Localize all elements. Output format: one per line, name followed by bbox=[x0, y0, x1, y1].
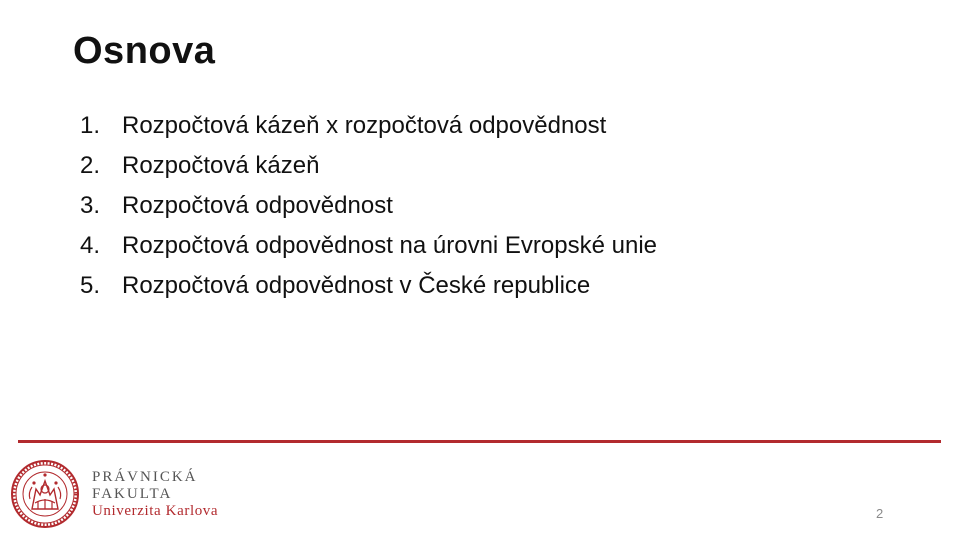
footer-divider bbox=[18, 440, 941, 443]
outline-item bbox=[80, 186, 657, 226]
outline-item bbox=[80, 266, 657, 306]
outline-item-text: Rozpočtová odpovědnost na úrovni Evropské unie bbox=[122, 232, 658, 259]
outline-list bbox=[80, 106, 657, 306]
logo-faculty-word: FAKULTA bbox=[92, 485, 173, 502]
university-seal-icon bbox=[10, 459, 80, 529]
outline-item-text: Rozpočtová odpovědnost bbox=[122, 192, 393, 219]
outline-item bbox=[80, 106, 657, 146]
outline-item-number: 4. bbox=[80, 232, 101, 259]
outline-item-number: 2. bbox=[80, 152, 101, 179]
faculty-logo bbox=[10, 459, 218, 529]
outline-item-text: Rozpočtová odpovědnost v České republice bbox=[122, 272, 591, 299]
outline-item-number: 5. bbox=[80, 272, 101, 299]
outline-item-text: Rozpočtová kázeň x rozpočtová odpovědnost bbox=[122, 112, 607, 139]
outline-item bbox=[80, 146, 657, 186]
logo-university-name: Univerzita Karlova bbox=[92, 502, 219, 519]
slide-title: Osnova bbox=[73, 30, 216, 72]
logo-faculty-name: PRÁVNICKÁ bbox=[92, 468, 198, 485]
logo-text bbox=[92, 469, 218, 520]
outline-item-number: 1. bbox=[80, 112, 101, 139]
outline-item bbox=[80, 226, 657, 266]
page-number: 2 bbox=[876, 506, 884, 521]
outline-item-text: Rozpočtová kázeň bbox=[122, 152, 320, 179]
outline-item-number: 3. bbox=[80, 192, 101, 219]
